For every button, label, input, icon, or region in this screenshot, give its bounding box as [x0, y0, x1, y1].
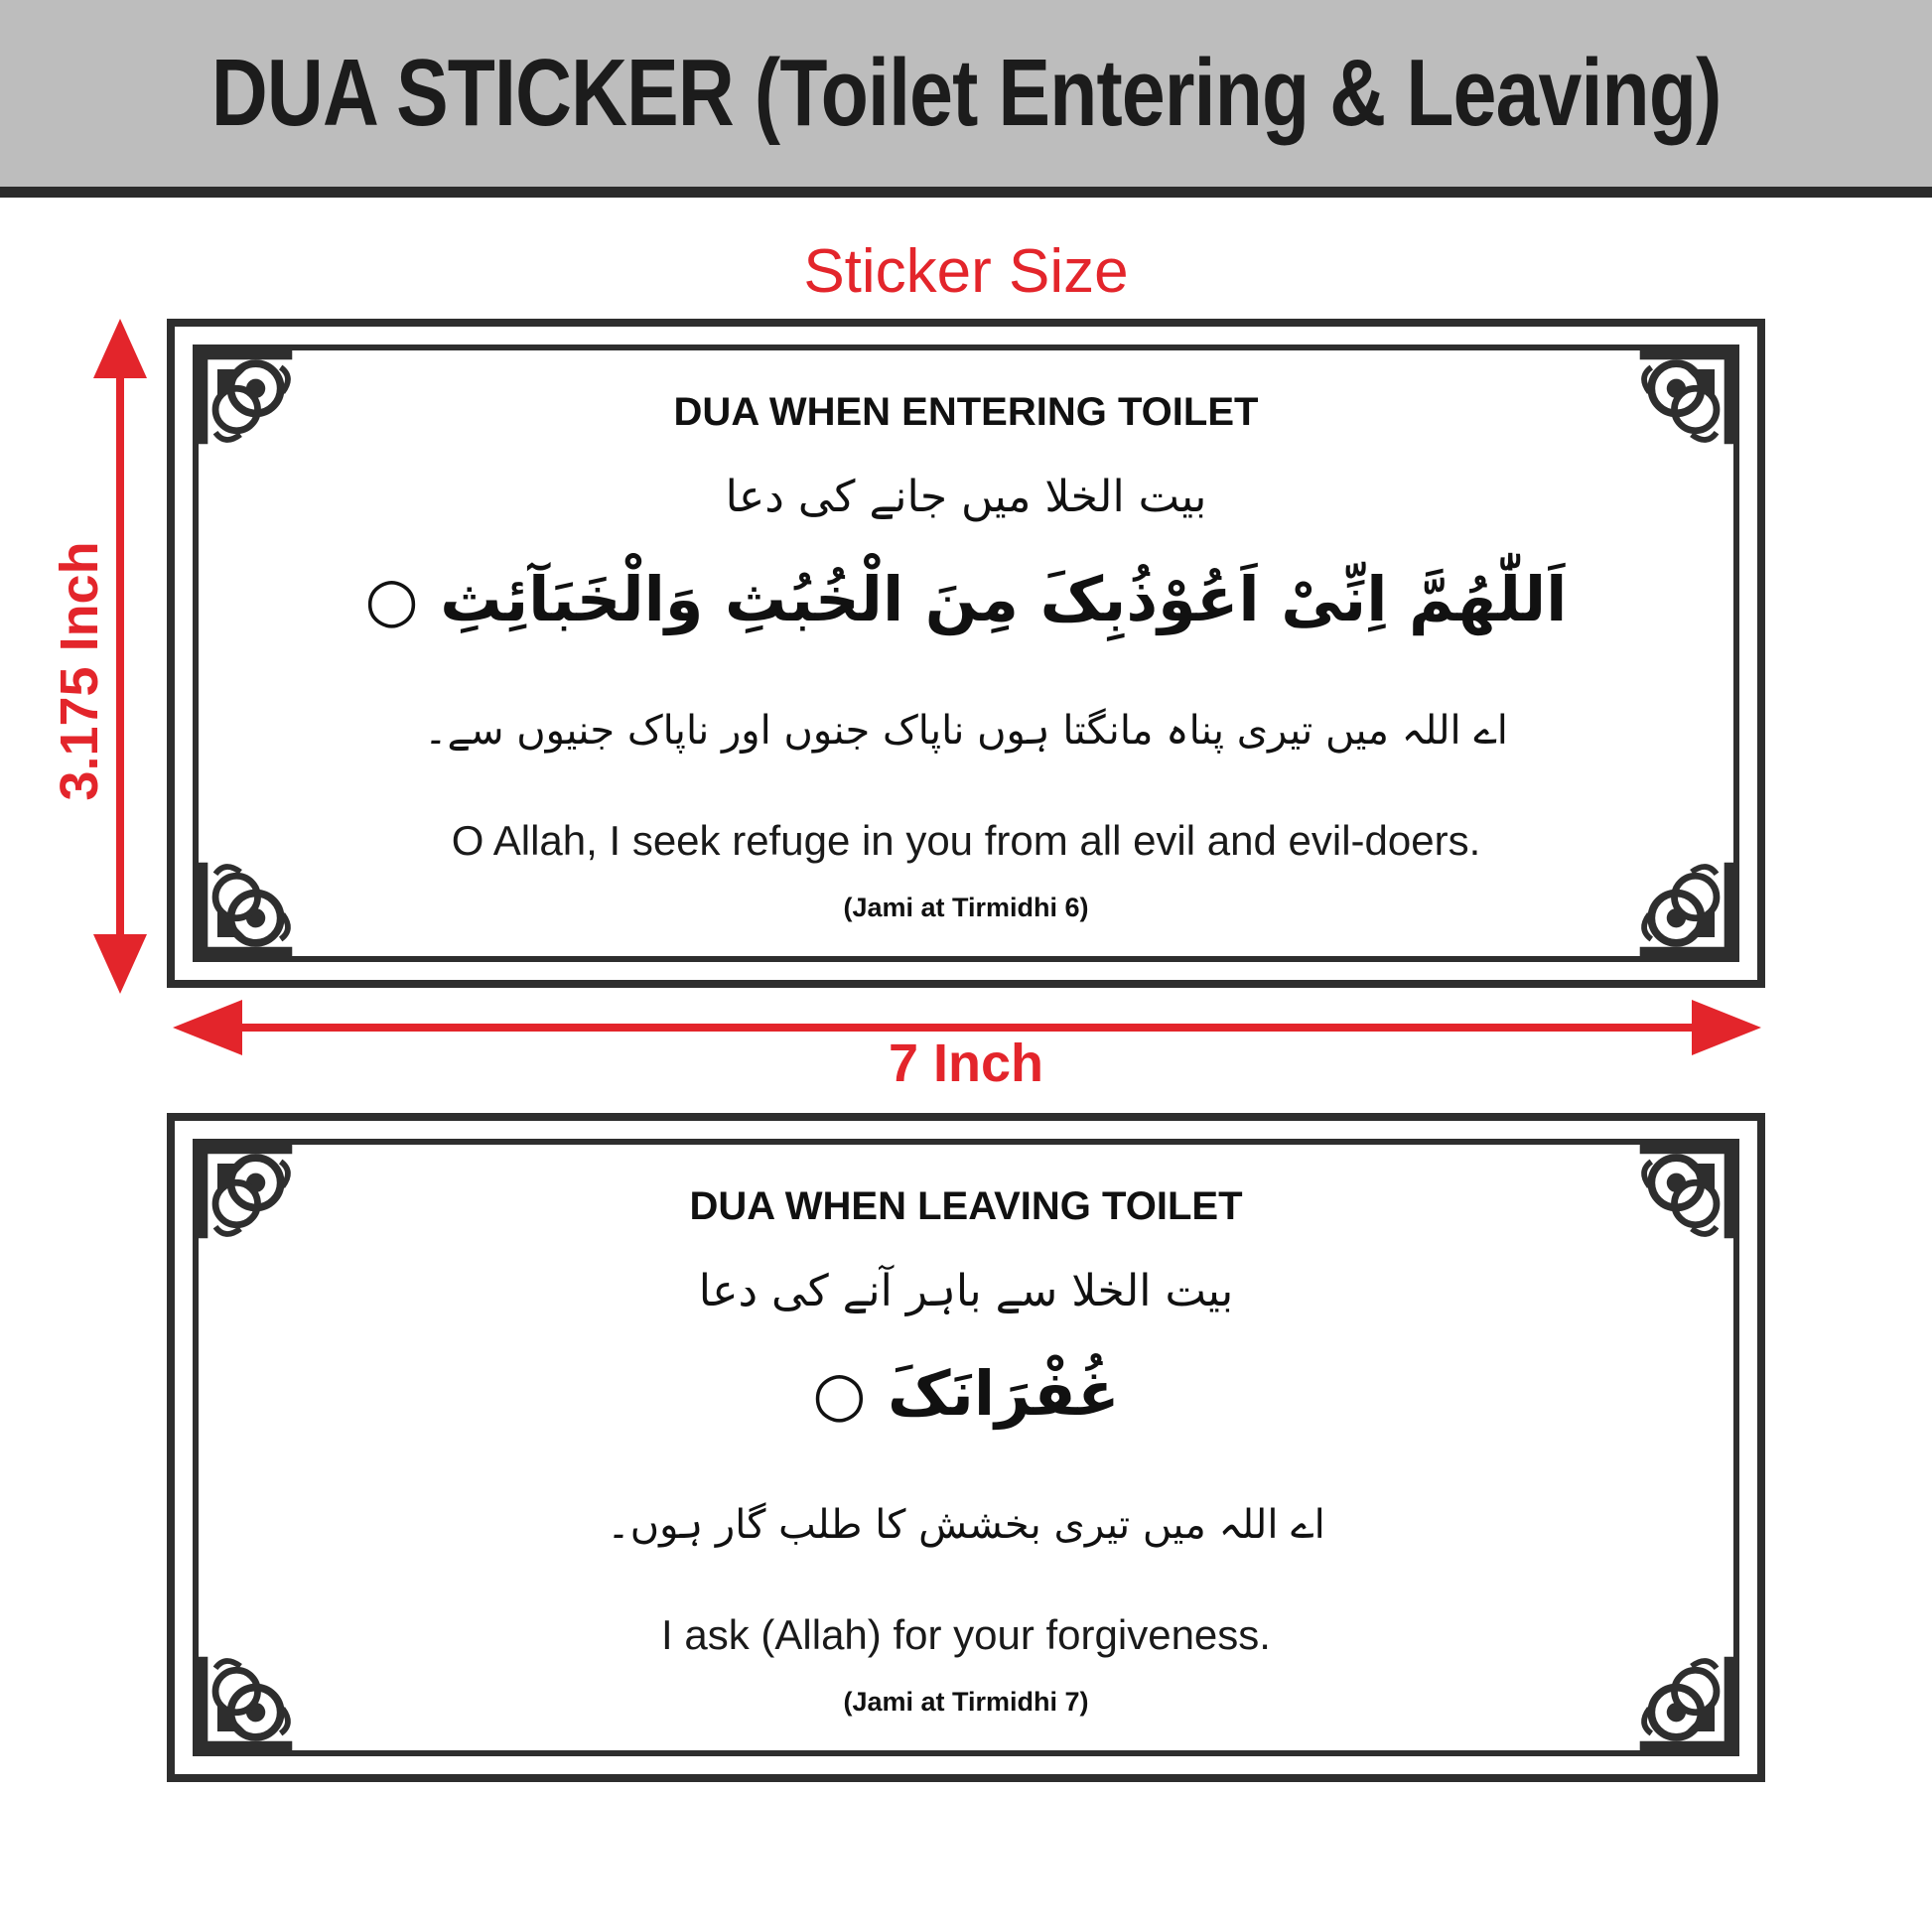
sticker-inner-border [193, 345, 1739, 962]
width-label: 7 Inch [888, 1034, 1044, 1093]
sticker-heading: DUA WHEN LEAVING TOILET [689, 1184, 1243, 1228]
sticker-urdu-translation: اے اللہ میں تیری بخشش کا طلب گار ہوں۔ [607, 1502, 1325, 1548]
sticker-size-caption: Sticker Size [803, 237, 1129, 306]
sticker-arabic-dua: غُفْرَانَکَ ○ [812, 1357, 1120, 1430]
sticker-urdu-title: بیت الخلا میں جانے کی دعا [725, 472, 1207, 522]
height-label: 3.175 Inch [50, 541, 109, 801]
entering-toilet-sticker [167, 319, 1765, 988]
sticker-heading: DUA WHEN ENTERING TOILET [673, 390, 1259, 434]
sticker-urdu-translation: اے اللہ میں تیری پناہ مانگتا ہوں ناپاک جنوں اور ناپاک جنیوں سے۔ [424, 708, 1508, 754]
sticker-english-translation: I ask (Allah) for your forgiveness. [661, 1611, 1271, 1658]
sticker-arabic-dua: اَللّٰھُمَّ اِنِّیْ اَعُوْذُبِکَ مِنَ الْخُبُثِ وَالْخَبَآئِثِ ○ [364, 563, 1568, 635]
page-title: DUA STICKER (Toilet Entering & Leaving) [210, 40, 1722, 146]
leaving-toilet-sticker [167, 1113, 1765, 1782]
sticker-inner-border [193, 1139, 1739, 1756]
page-header [0, 0, 1932, 198]
sticker-reference: (Jami at Tirmidhi 7) [843, 1687, 1089, 1717]
sticker-reference: (Jami at Tirmidhi 6) [843, 893, 1089, 922]
sticker-english-translation: O Allah, I seek refuge in you from all evil and evil-doers. [451, 817, 1481, 864]
sticker-urdu-title: بیت الخلا سے باہر آنے کی دعا [698, 1266, 1234, 1316]
